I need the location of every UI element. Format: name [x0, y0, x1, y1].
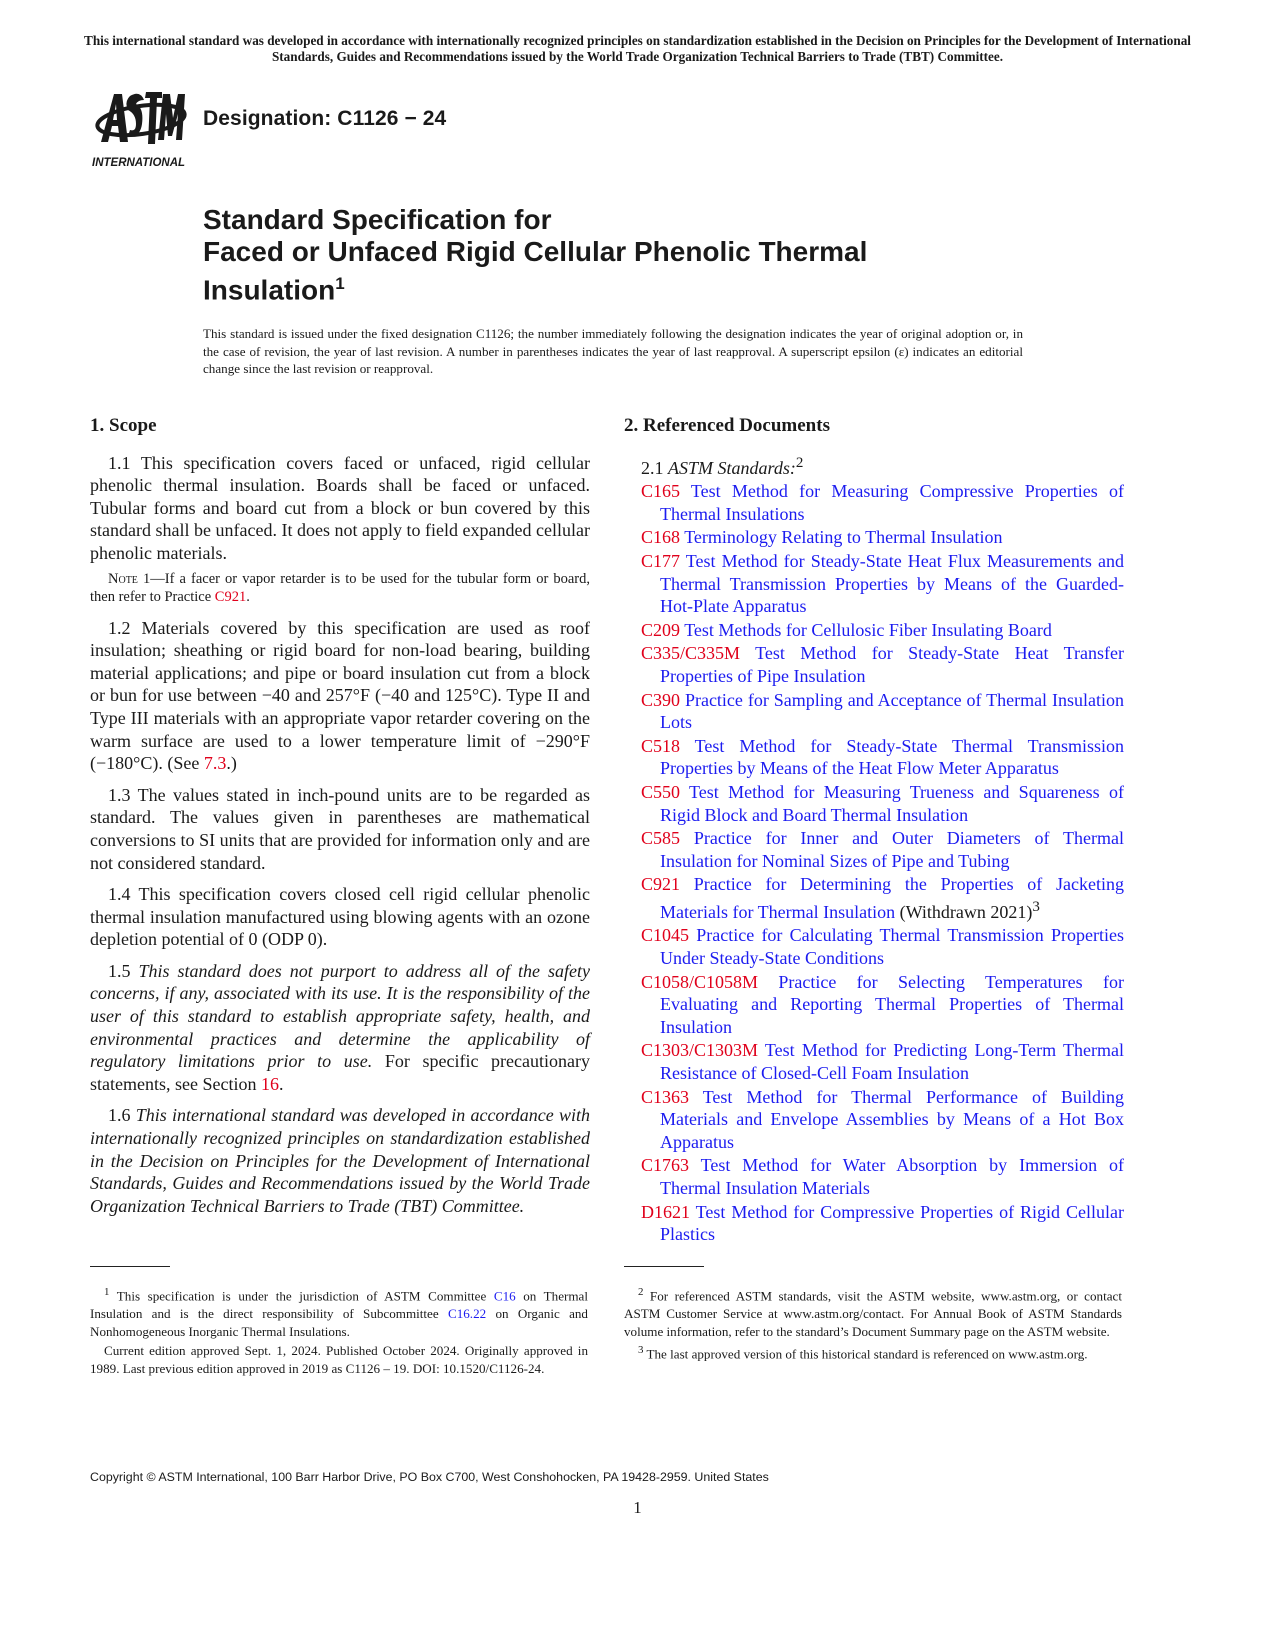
reference-code-link[interactable]: C1363 [641, 1086, 690, 1107]
note-1 [90, 570, 590, 607]
scope-1-6 [90, 1104, 590, 1217]
reference-item [624, 873, 1124, 923]
reference-code-link[interactable]: C921 [641, 874, 681, 895]
reference-item [624, 1154, 1124, 1199]
title-line-3-text: Insulation [203, 274, 336, 306]
reference-code-link[interactable]: C209 [641, 619, 681, 640]
reference-withdrawn-note: (Withdrawn 2021) [895, 901, 1033, 922]
footnote-2 [624, 1284, 1122, 1340]
standardization-notice: This international standard was developed in accordance with internationally recognized principles on standardization established in the Decision on Principles for the Development of International Standards, Guides and Recommendations issued by the World Trade Organization Technical Barriers to Trade (TBT) Committee. [84, 33, 1191, 64]
reference-title-link[interactable]: Test Method for Measuring Trueness and Squareness of Rigid Block and Board Thermal Insulation [660, 781, 1124, 825]
reference-code-link[interactable]: C1045 [641, 925, 690, 946]
reference-item [624, 642, 1124, 687]
reference-item [624, 827, 1124, 872]
designation: Designation: C1126 − 24 [203, 107, 447, 130]
subheading-footnote-mark: 2 [795, 454, 804, 471]
footnotes-left [90, 1284, 588, 1377]
reference-item [624, 971, 1124, 1039]
reference-list [624, 480, 1124, 1246]
reference-item [624, 1039, 1124, 1084]
reference-title-link[interactable]: Test Method for Water Absorption by Immersion of Thermal Insulation Materials [660, 1155, 1124, 1198]
scope-heading: 1. Scope [90, 415, 157, 436]
preamble: This standard is issued under the fixed designation C1126; the number immediately following the designation indicates the year of original adoption or, in the case of revision, the year of last revision. A number in parentheses indicates the year of last reapproval. A superscript epsilon (ε) indicates an editorial change since the last revision or reapproval. [203, 326, 1023, 376]
footnote-1-text-a: This specification is under the jurisdiction of ASTM Committee [109, 1288, 494, 1304]
title-footnote-mark: 1 [335, 274, 345, 293]
reference-code-link[interactable]: C165 [641, 481, 681, 502]
reference-code-link[interactable]: C335/C335M [641, 643, 741, 664]
reference-title-link[interactable]: Terminology Relating to Thermal Insulation [680, 527, 1003, 548]
reference-title-link[interactable]: Practice for Inner and Outer Diameters of Thermal Insulation for Nominal Sizes of Pipe and Tubing [660, 828, 1124, 871]
footnote-1-text-b: on Thermal Insulation and is the direct responsibility of Subcommittee [90, 1288, 589, 1321]
footnote-2-mark: 2 [638, 1286, 644, 1298]
footnote-1 [90, 1284, 588, 1340]
reference-code-link[interactable]: C585 [641, 828, 681, 849]
scope-1-6-italic: This international standard was developed in accordance with internationally recognized principles on standardization established in the Decision on Principles for the Development of International Standards, Guides and Recommendations issued by the World Trade Organization Technical Barriers to Trade (TBT) Committee. [90, 1105, 590, 1216]
footnote-1-text-c: on Organic and Nonhomogeneous Inorganic Thermal Insulations. [90, 1305, 588, 1339]
subcommittee-c16-22-link[interactable]: C16.22 [447, 1305, 487, 1321]
reference-code-link[interactable]: C1763 [641, 1155, 690, 1176]
scope-1-4: 1.4 This specification covers closed cell rigid cellular phenolic thermal insulation manufactured using blowing agents with an ozone depletion potential of 0 (ODP 0). [90, 884, 590, 950]
scope-1-5-num: 1.5 [108, 960, 139, 981]
footnote-rule-right [624, 1266, 704, 1267]
reference-title-link[interactable]: Test Method for Steady-State Heat Transfer Properties of Pipe Insulation [660, 643, 1124, 686]
title-line-3 [203, 268, 867, 306]
reference-code-link[interactable]: C390 [641, 689, 681, 710]
note-1-end: . [246, 589, 250, 606]
page-number: 1 [633, 1498, 642, 1517]
reference-item [624, 1086, 1124, 1154]
note-1-text: 1—If a facer or vapor retarder is to be used for the tubular form or board, then refer to Practice [90, 570, 590, 606]
reference-item [624, 550, 1124, 618]
reference-code-link[interactable]: C177 [641, 550, 681, 571]
title-line-1: Standard Specification for [203, 204, 552, 235]
scope-1-2-link[interactable]: 7.3 [203, 753, 227, 774]
astm-standards-subheading [641, 452, 1124, 480]
reference-title-link[interactable]: Test Method for Predicting Long-Term Thermal Resistance of Closed-Cell Foam Insulation [660, 1040, 1124, 1084]
scope-1-5-italic: This standard does not purport to address all of the safety concerns, if any, associated with its use. It is the responsibility of the user of this standard to establish appropriate safety, health, and environmental practices and determine the applicability of regulatory limitations prior to use. [90, 960, 590, 1072]
scope-1-3: 1.3 The values stated in inch-pound units are to be regarded as standard. The values given in parentheses are mathematical conversions to SI units that are provided for information only and are not considered standard. [90, 784, 590, 873]
document-title [203, 204, 867, 306]
reference-item [624, 480, 1124, 525]
scope-1-2 [90, 617, 590, 775]
footnote-1-mark: 1 [104, 1286, 110, 1298]
reference-title-link[interactable]: Practice for Selecting Temperatures for Evaluating and Reporting Thermal Properties of Thermal Insulation [660, 971, 1124, 1037]
reference-code-link[interactable]: C1058/C1058M [641, 971, 759, 992]
footnote-rule-left [90, 1266, 170, 1267]
reference-item [624, 924, 1124, 969]
reference-item [624, 1201, 1124, 1246]
reference-item [624, 526, 1124, 549]
reference-code-link[interactable]: C168 [641, 527, 681, 548]
logo-wordmark: INTERNATIONAL [92, 157, 186, 169]
scope-1-2-text: 1.2 Materials covered by this specification are used as roof insulation; sheathing or rigid board for non-load bearing, building material applications; and pipe or board insulation cut from a block or bun for use between −40 and 257°F (−40 and 125°C). Type II and Type III materials with an appropriate vapor retarder covering on the warm surface are used to a lower temperature limit of −290°F (−180°C). (See [90, 617, 590, 774]
reference-title-link[interactable]: Practice for Sampling and Acceptance of Thermal Insulation Lots [660, 689, 1124, 733]
title-line-2: Faced or Unfaced Rigid Cellular Phenolic Thermal [203, 236, 868, 267]
left-column [90, 415, 590, 1226]
referenced-documents-heading: 2. Referenced Documents [624, 415, 830, 436]
reference-title-link[interactable]: Practice for Calculating Thermal Transmission Properties Under Steady-State Conditions [660, 925, 1124, 969]
reference-code-link[interactable]: C550 [641, 781, 681, 802]
reference-title-link[interactable]: Practice for Determining the Properties of Jacketing Materials for Thermal Insulation [660, 874, 1124, 922]
footnote-3 [624, 1342, 1122, 1363]
reference-title-link[interactable]: Test Method for Compressive Properties of Rigid Cellular Plastics [660, 1201, 1124, 1245]
reference-title-link[interactable]: Test Method for Thermal Performance of Building Materials and Envelope Assemblies by Means of a Hot Box Apparatus [660, 1086, 1124, 1152]
footnote-1-edition: Current edition approved Sept. 1, 2024. Published October 2024. Originally approved in 1989. Last previous edition approved in 2019 as C1126 – 19. DOI: 10.1520/C1126-24. [90, 1343, 588, 1376]
note-1-label: Note [108, 570, 138, 587]
reference-title-link[interactable]: Test Method for Measuring Compressive Properties of Thermal Insulations [660, 481, 1124, 524]
committee-c16-link[interactable]: C16 [493, 1288, 516, 1304]
scope-1-5 [90, 960, 590, 1096]
scope-1-5-link[interactable]: 16 [260, 1073, 279, 1094]
reference-item [624, 689, 1124, 734]
reference-title-link[interactable]: Test Method for Steady-State Thermal Transmission Properties by Means of the Heat Flow Meter Apparatus [660, 735, 1124, 779]
astm-international-logo [92, 84, 190, 170]
scope-1-5-rest: For specific precautionary statements, see Section [90, 1051, 591, 1094]
scope-1-1: 1.1 This specification covers faced or unfaced, rigid cellular phenolic thermal insulation. Boards shall be faced or unfaced. Tubular forms and board cut from a block or bun covered by this standard shall be unfaced. It does not apply to field expanded cellular phenolic materials. [90, 452, 590, 563]
reference-code-link[interactable]: D1621 [641, 1201, 690, 1222]
astm-logo-icon [92, 84, 190, 170]
footnotes-right [624, 1284, 1122, 1363]
reference-code-link[interactable]: C1303/C1303M [641, 1040, 759, 1061]
reference-item [624, 619, 1124, 642]
reference-code-link[interactable]: C518 [641, 735, 681, 756]
right-column [624, 415, 1124, 1246]
reference-title-link[interactable]: Test Methods for Cellulosic Fiber Insulating Board [680, 619, 1052, 640]
footnote-3-mark: 3 [638, 1344, 644, 1357]
scope-1-6-num: 1.6 [108, 1105, 136, 1126]
copyright-line: Copyright © ASTM International, 100 Barr Harbor Drive, PO Box C700, West Conshohocken, PA 19428-2959. United States [90, 1470, 769, 1484]
footnote-3-text: The last approved version of this historical standard is referenced on www.astm.org. [643, 1346, 1088, 1362]
scope-1-5-end: . [278, 1073, 284, 1094]
scope-1-2-end: .) [226, 753, 237, 774]
footnote-2-text: For referenced ASTM standards, visit the ASTM website, www.astm.org, or contact ASTM Customer Service at www.astm.org/contact. For Annual Book of ASTM Standards volume information, refer to the standard’s Document Summary page on the ASTM website. [624, 1288, 1122, 1339]
subheading-num: 2.1 [641, 457, 668, 478]
note-1-link-c921[interactable]: C921 [214, 589, 247, 606]
reference-item [624, 735, 1124, 780]
subheading-label: ASTM Standards: [668, 457, 796, 478]
reference-footnote-mark: 3 [1032, 898, 1040, 915]
reference-item [624, 781, 1124, 826]
reference-title-link[interactable]: Test Method for Steady-State Heat Flux Measurements and Thermal Transmission Properties by Means of the Guarded-Hot-Plate Apparatus [660, 550, 1124, 617]
